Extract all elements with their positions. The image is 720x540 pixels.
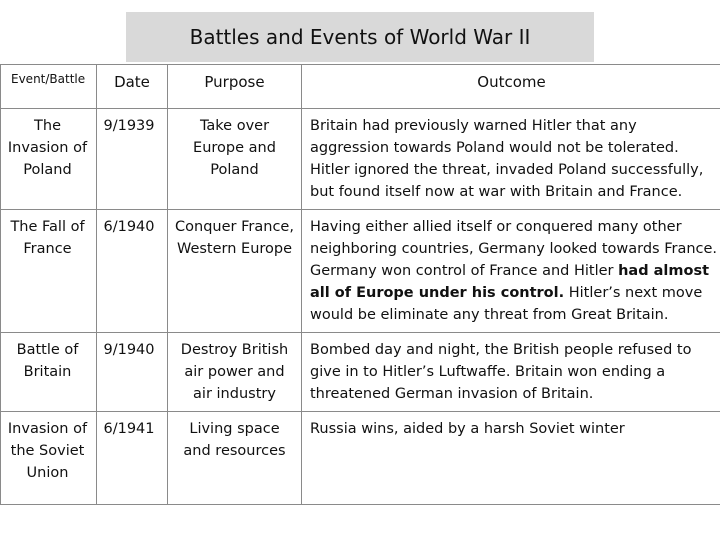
page-title: Battles and Events of World War II	[126, 12, 594, 62]
cell-outcome: Bombed day and night, the British people refused to give in to Hitler’s Luftwaffe. Britain won ending a threatened German invasion of Britain.	[302, 333, 720, 412]
cell-purpose: Conquer France, Western Europe	[168, 210, 302, 333]
cell-date: 6/1941	[97, 412, 168, 505]
cell-event: The Invasion of Poland	[1, 109, 97, 210]
cell-outcome	[302, 210, 720, 333]
cell-event: Invasion of the Soviet Union	[1, 412, 97, 505]
table-row	[1, 109, 720, 210]
cell-purpose: Destroy British air power and air industry	[168, 333, 302, 412]
events-table	[0, 64, 720, 505]
table-row	[1, 210, 720, 333]
header-outcome: Outcome	[302, 65, 720, 109]
cell-outcome: Britain had previously warned Hitler that any aggression towards Poland would not be tolerated. Hitler ignored the threat, invaded Poland successfully, but found itself now at war with Britain and France.	[302, 109, 720, 210]
outcome-text: Hitler’s next move would be eliminate any threat from Great Britain.	[310, 285, 703, 323]
cell-date: 9/1939	[97, 109, 168, 210]
header-date: Date	[97, 65, 168, 109]
outcome-text: Having either allied itself or conquered many other neighboring countries, Germany looked towards France. Germany won control of France and Hitler	[310, 219, 718, 279]
cell-date: 9/1940	[97, 333, 168, 412]
cell-date: 6/1940	[97, 210, 168, 333]
table-row	[1, 412, 720, 505]
header-event: Event/Battle	[1, 65, 97, 109]
table-header-row	[1, 65, 720, 109]
cell-purpose: Take over Europe and Poland	[168, 109, 302, 210]
cell-purpose: Living space and resources	[168, 412, 302, 505]
header-purpose: Purpose	[168, 65, 302, 109]
cell-event: The Fall of France	[1, 210, 97, 333]
cell-outcome: Russia wins, aided by a harsh Soviet winter	[302, 412, 720, 505]
outcome-emphasis: had almost all of Europe under his control.	[310, 263, 710, 301]
cell-event: Battle of Britain	[1, 333, 97, 412]
table-row	[1, 333, 720, 412]
